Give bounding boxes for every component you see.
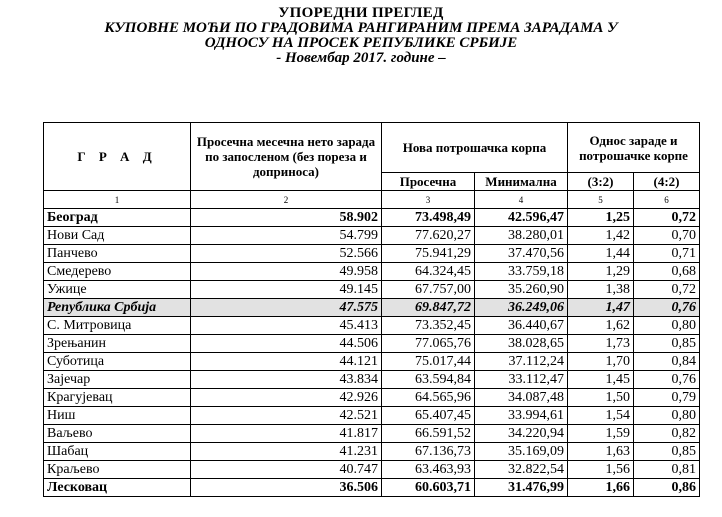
heading-title: УПОРЕДНИ ПРЕГЛЕД [278, 5, 444, 21]
city-cell: Република Србија [44, 299, 191, 317]
column-index: 1 [44, 191, 191, 209]
table-row [44, 317, 700, 335]
heading-subtitle-line1: КУПОВНЕ МОЋИ ПО ГРАДОВИМА РАНГИРАНИМ ПРЕМА ЗАРАДАМА У [104, 20, 618, 36]
salary-cell: 54.799 [191, 227, 382, 245]
ratio-4-2-cell: 0,84 [634, 353, 700, 371]
ratio-3-2-cell: 1,38 [568, 281, 634, 299]
basket-average-cell: 63.594,84 [382, 371, 475, 389]
city-cell: Смедерево [44, 263, 191, 281]
salary-cell: 36.506 [191, 479, 382, 497]
salary-cell: 49.145 [191, 281, 382, 299]
ratio-3-2-cell: 1,73 [568, 335, 634, 353]
document-page [0, 6, 722, 517]
salary-cell: 42.521 [191, 407, 382, 425]
basket-minimum-cell: 35.169,09 [475, 443, 568, 461]
city-cell: С. Митровица [44, 317, 191, 335]
ratio-3-2-cell: 1,42 [568, 227, 634, 245]
ratio-4-2-cell: 0,85 [634, 443, 700, 461]
salary-cell: 43.834 [191, 371, 382, 389]
basket-average-cell: 66.591,52 [382, 425, 475, 443]
header-ratio-4-2: (4:2) [634, 173, 700, 191]
basket-average-cell: 77.620,27 [382, 227, 475, 245]
ratio-4-2-cell: 0,76 [634, 299, 700, 317]
basket-minimum-cell: 31.476,99 [475, 479, 568, 497]
header-ratio: Однос зараде и потрошачке корпе [568, 123, 700, 173]
ratio-4-2-cell: 0,68 [634, 263, 700, 281]
basket-average-cell: 73.498,49 [382, 209, 475, 227]
basket-average-cell: 63.463,93 [382, 461, 475, 479]
salary-cell: 40.747 [191, 461, 382, 479]
salary-cell: 44.506 [191, 335, 382, 353]
basket-average-cell: 67.136,73 [382, 443, 475, 461]
ratio-3-2-cell: 1,50 [568, 389, 634, 407]
city-cell: Ваљево [44, 425, 191, 443]
ratio-4-2-cell: 0,82 [634, 425, 700, 443]
salary-cell: 42.926 [191, 389, 382, 407]
basket-average-cell: 75.941,29 [382, 245, 475, 263]
header-basket-minimum: Минимална [475, 173, 568, 191]
basket-minimum-cell: 37.470,56 [475, 245, 568, 263]
table-row [44, 227, 700, 245]
ratio-4-2-cell: 0,80 [634, 407, 700, 425]
ratio-4-2-cell: 0,81 [634, 461, 700, 479]
city-cell: Панчево [44, 245, 191, 263]
ratio-3-2-cell: 1,44 [568, 245, 634, 263]
ratio-3-2-cell: 1,56 [568, 461, 634, 479]
ratio-3-2-cell: 1,66 [568, 479, 634, 497]
basket-average-cell: 69.847,72 [382, 299, 475, 317]
salary-cell: 47.575 [191, 299, 382, 317]
table-row [44, 245, 700, 263]
column-index: 5 [568, 191, 634, 209]
column-index-row [44, 191, 700, 209]
ratio-4-2-cell: 0,76 [634, 371, 700, 389]
basket-minimum-cell: 38.028,65 [475, 335, 568, 353]
city-cell: Лесковац [44, 479, 191, 497]
ratio-4-2-cell: 0,86 [634, 479, 700, 497]
city-cell: Краљево [44, 461, 191, 479]
basket-minimum-cell: 34.087,48 [475, 389, 568, 407]
column-index: 2 [191, 191, 382, 209]
ratio-4-2-cell: 0,71 [634, 245, 700, 263]
ratio-4-2-cell: 0,85 [634, 335, 700, 353]
ratio-3-2-cell: 1,54 [568, 407, 634, 425]
city-cell: Крагујевац [44, 389, 191, 407]
basket-average-cell: 60.603,71 [382, 479, 475, 497]
table-row [44, 461, 700, 479]
ratio-3-2-cell: 1,59 [568, 425, 634, 443]
salary-cell: 49.958 [191, 263, 382, 281]
ratio-3-2-cell: 1,63 [568, 443, 634, 461]
salary-cell: 45.413 [191, 317, 382, 335]
salary-cell: 41.817 [191, 425, 382, 443]
ratio-4-2-cell: 0,70 [634, 227, 700, 245]
column-index: 4 [475, 191, 568, 209]
basket-average-cell: 73.352,45 [382, 317, 475, 335]
table-row [44, 335, 700, 353]
table-row [44, 209, 700, 227]
ratio-4-2-cell: 0,79 [634, 389, 700, 407]
table-body [44, 209, 700, 497]
table-row [44, 479, 700, 497]
basket-average-cell: 65.407,45 [382, 407, 475, 425]
basket-minimum-cell: 42.596,47 [475, 209, 568, 227]
basket-average-cell: 64.324,45 [382, 263, 475, 281]
header-basket: Нова потрошачка корпа [382, 123, 568, 173]
city-cell: Ниш [44, 407, 191, 425]
table-row [44, 299, 700, 317]
basket-average-cell: 67.757,00 [382, 281, 475, 299]
table-row [44, 353, 700, 371]
table-row [44, 389, 700, 407]
table-row [44, 263, 700, 281]
ratio-3-2-cell: 1,62 [568, 317, 634, 335]
ratio-3-2-cell: 1,45 [568, 371, 634, 389]
ratio-3-2-cell: 1,47 [568, 299, 634, 317]
basket-minimum-cell: 37.112,24 [475, 353, 568, 371]
basket-minimum-cell: 36.249,06 [475, 299, 568, 317]
header-basket-average: Просечна [382, 173, 475, 191]
ratio-3-2-cell: 1,70 [568, 353, 634, 371]
ratio-3-2-cell: 1,29 [568, 263, 634, 281]
basket-minimum-cell: 38.280,01 [475, 227, 568, 245]
salary-cell: 41.231 [191, 443, 382, 461]
salary-cell: 58.902 [191, 209, 382, 227]
heading-subtitle-line2: ОДНОСУ НА ПРОСЕК РЕПУБЛИКЕ СРБИЈЕ [204, 35, 518, 51]
city-cell: Суботица [44, 353, 191, 371]
city-cell: Београд [44, 209, 191, 227]
header-salary: Просечна месечна нето зарада по запосленом (без пореза и доприноса) [191, 123, 382, 191]
heading-period: - Новембар 2017. године – [276, 50, 446, 66]
table-row [44, 371, 700, 389]
table-row [44, 425, 700, 443]
city-cell: Нови Сад [44, 227, 191, 245]
basket-minimum-cell: 33.759,18 [475, 263, 568, 281]
ratio-4-2-cell: 0,72 [634, 209, 700, 227]
basket-average-cell: 77.065,76 [382, 335, 475, 353]
basket-minimum-cell: 33.112,47 [475, 371, 568, 389]
basket-minimum-cell: 36.440,67 [475, 317, 568, 335]
table-row [44, 281, 700, 299]
table-row [44, 443, 700, 461]
purchasing-power-table [43, 122, 700, 497]
table-row [44, 407, 700, 425]
document-heading [0, 6, 722, 66]
ratio-4-2-cell: 0,72 [634, 281, 700, 299]
basket-minimum-cell: 34.220,94 [475, 425, 568, 443]
column-index: 3 [382, 191, 475, 209]
city-cell: Зрењанин [44, 335, 191, 353]
header-city: Г Р А Д [44, 123, 191, 191]
column-index: 6 [634, 191, 700, 209]
salary-cell: 44.121 [191, 353, 382, 371]
basket-average-cell: 64.565,96 [382, 389, 475, 407]
city-cell: Шабац [44, 443, 191, 461]
city-cell: Ужице [44, 281, 191, 299]
basket-minimum-cell: 33.994,61 [475, 407, 568, 425]
city-cell: Зајечар [44, 371, 191, 389]
basket-minimum-cell: 35.260,90 [475, 281, 568, 299]
salary-cell: 52.566 [191, 245, 382, 263]
ratio-3-2-cell: 1,25 [568, 209, 634, 227]
header-ratio-3-2: (3:2) [568, 173, 634, 191]
ratio-4-2-cell: 0,80 [634, 317, 700, 335]
basket-minimum-cell: 32.822,54 [475, 461, 568, 479]
basket-average-cell: 75.017,44 [382, 353, 475, 371]
